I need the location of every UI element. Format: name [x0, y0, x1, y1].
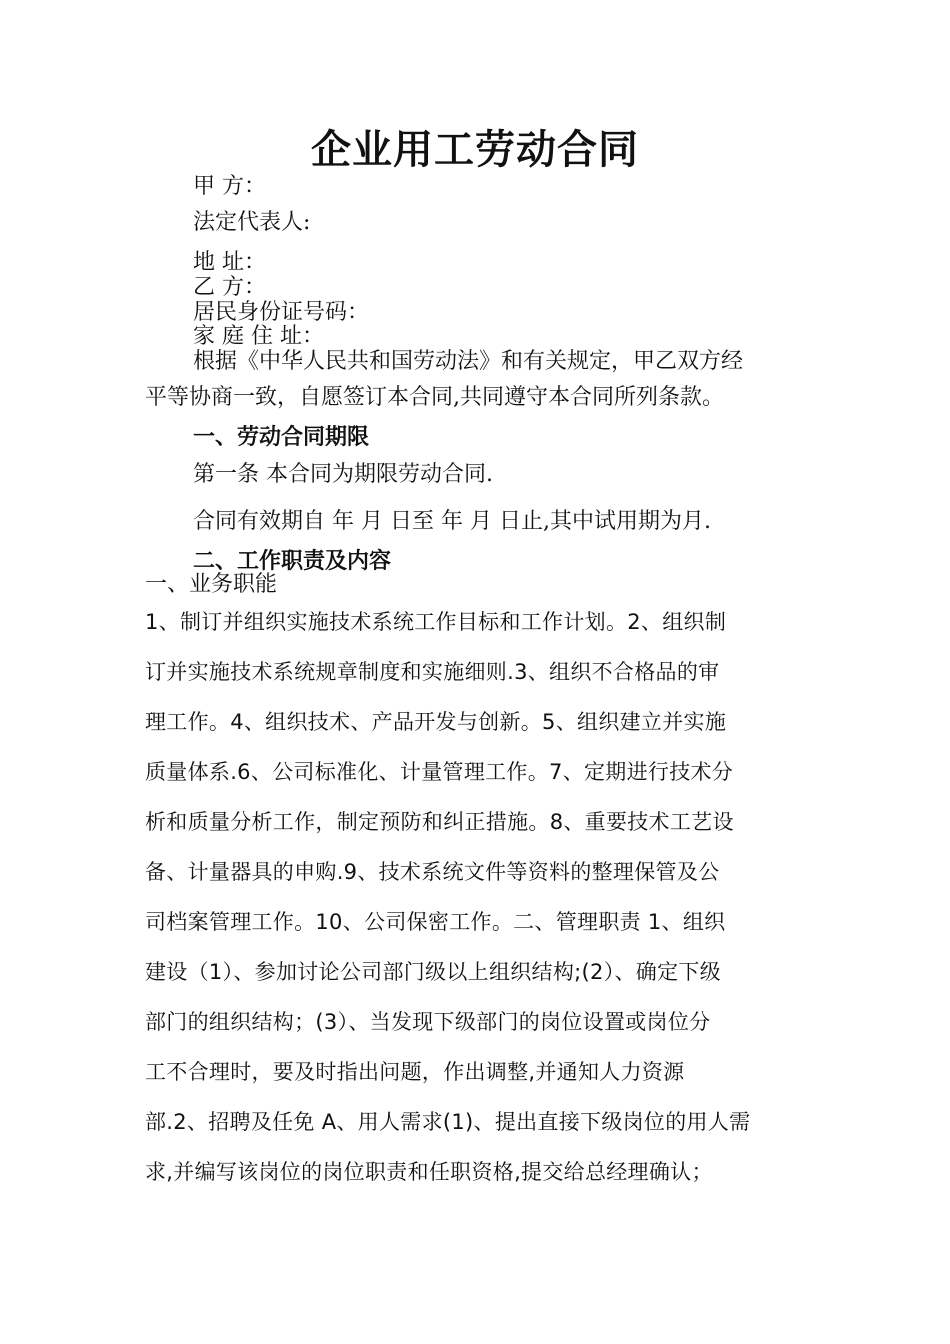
party-a-label: 甲 方： — [193, 174, 266, 199]
body-line: 质量体系.6、公司标准化、计量管理工作。7、定期进行技术分 — [145, 760, 734, 784]
id-number-label: 居民身份证号码： — [193, 300, 370, 325]
body-line: 部门的组织结构；(3）、当发现下级部门的岗位设置或岗位分 — [145, 1010, 711, 1034]
body-line: 部.2、招聘及任免 A、用人需求(1)、提出直接下级岗位的用人需 — [145, 1110, 751, 1134]
section-2-heading: 二、工作职责及内容 — [193, 548, 392, 574]
body-line: 理工作。4、组织技术、产品开发与创新。5、组织建立并实施 — [145, 710, 727, 734]
intro-paragraph-line-1: 根据《中华人民共和国劳动法》和有关规定，甲乙双方经 — [193, 349, 744, 374]
party-b-label: 乙 方： — [193, 275, 266, 300]
section-1-heading: 一、劳动合同期限 — [193, 424, 370, 450]
article-1: 第一条 本合同为期限劳动合同. — [193, 462, 493, 487]
body-line: 建设（1）、参加讨论公司部门级以上组织结构;(2）、确定下级 — [145, 960, 721, 984]
body-line: 求,并编写该岗位的岗位职责和任职资格,提交给总经理确认； — [145, 1160, 713, 1184]
home-address-label: 家 庭 住 址： — [193, 324, 324, 349]
body-line: 析和质量分析工作，制定预防和纠正措施。8、重要技术工艺设 — [145, 810, 734, 834]
body-line: 司档案管理工作。10、公司保密工作。二、管理职责 1、组织 — [145, 910, 726, 934]
address-label: 地 址： — [193, 250, 266, 275]
intro-paragraph-line-2: 平等协商一致，自愿签订本合同,共同遵守本合同所列条款。 — [145, 385, 724, 410]
legal-rep-label: 法定代表人: — [193, 210, 311, 235]
contract-validity: 合同有效期自 年 月 日至 年 月 日止,其中试用期为月. — [193, 509, 711, 534]
body-line: 1、制订并组织实施技术系统工作目标和工作计划。2、组织制 — [145, 610, 727, 634]
sub-section-1-heading: 一、业务职能 — [145, 572, 278, 597]
body-line: 订并实施技术系统规章制度和实施细则.3、组织不合格品的审 — [145, 660, 720, 684]
body-line: 工不合理时，要及时指出问题，作出调整,并通知人力资源 — [145, 1060, 685, 1084]
body-line: 备、计量器具的申购.9、技术系统文件等资料的整理保管及公 — [145, 860, 720, 884]
document-title: 企业用工劳动合同 — [311, 126, 639, 173]
